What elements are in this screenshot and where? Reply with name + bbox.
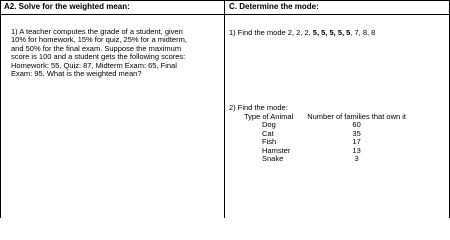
header-divider	[0, 14, 450, 15]
animal-cell: Hamster	[262, 145, 291, 155]
animal-cell: Fish	[262, 137, 277, 147]
problem-line: score is 100 and a student gets the following scores:	[11, 52, 186, 62]
q1-prefix: 1) Find the mode 2, 2, 2,	[229, 28, 313, 37]
animal-cell: Snake	[262, 154, 284, 164]
animal-families-table	[244, 113, 406, 163]
column-header-animal: Type of Animal	[244, 112, 294, 121]
count-cell: 35	[352, 128, 361, 138]
animal-cell: Dog	[262, 120, 276, 130]
problem-line: 10% for homework, 15% for quiz, 25% for a midterm,	[11, 35, 187, 45]
count-cell: 17	[352, 137, 361, 147]
problem-line: Exam: 95. What is the weighted mean?	[11, 69, 142, 79]
count-cell: 13	[352, 145, 361, 155]
count-cell: 60	[352, 120, 361, 130]
q1-bold-values: 5, 5, 5, 5, 5	[312, 28, 351, 37]
table-row	[244, 155, 406, 163]
count-cell: 3	[354, 154, 359, 164]
problem-line: 1) A teacher computes the grade of a student, given	[11, 27, 183, 36]
problem-line: and 50% for the final exam. Suppose the maximum	[11, 43, 182, 53]
problem-line: Homework: 55, Quiz: 87, Midterm Exam: 65, Final	[11, 60, 177, 70]
mode-heading: C. Determine the mode:	[229, 2, 319, 11]
mode-question-2-label: 2) Find the mode:	[229, 103, 288, 112]
weighted-mean-problem	[11, 28, 223, 78]
column-header-families: Number of families that own it	[307, 112, 406, 121]
animal-cell: Cat	[262, 128, 274, 138]
weighted-mean-heading: A2. Solve for the weighted mean:	[4, 2, 130, 11]
q1-suffix: , 7, 8, 8	[350, 28, 376, 37]
mode-question-1	[229, 28, 375, 37]
